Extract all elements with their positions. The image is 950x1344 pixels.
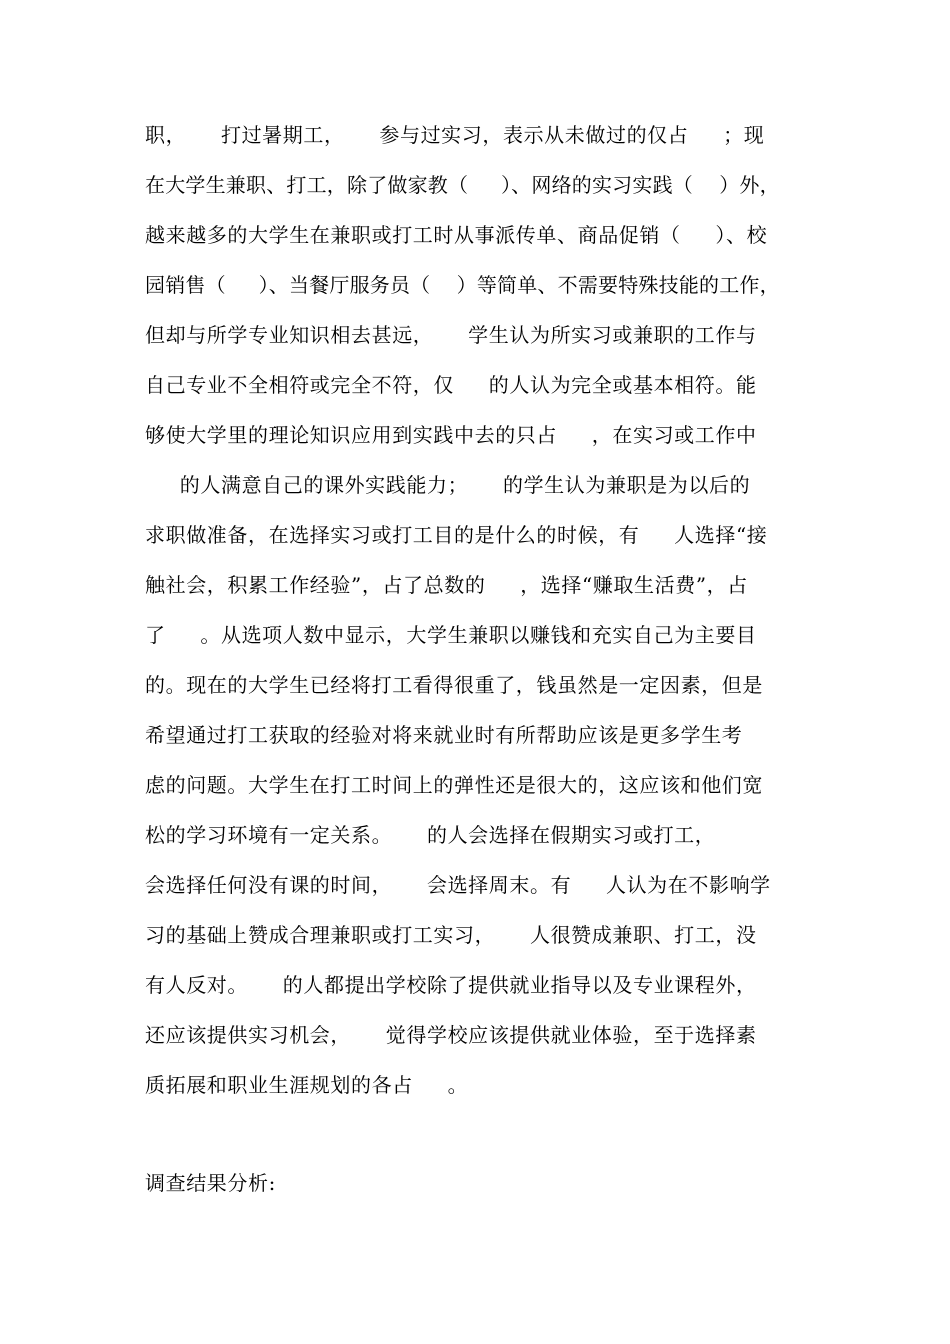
text-line-14: 虑的问题。大学生在打工时间上的弹性还是很大的，这应该和他们宽: [145, 773, 763, 797]
text-line-9: 求职做准备，在选择实习或打工目的是什么的时候，有 人选择“接: [145, 523, 768, 547]
text-line-13: 希望通过打工获取的经验对将来就业时有所帮助应该是更多学生考: [145, 723, 743, 747]
text-line-16: 会选择任何没有课的时间， 会选择周末。有 人认为在不影响学: [145, 873, 771, 897]
text-line-3: 越来越多的大学生在兼职或打工时从事派传单、商品促销（ ）、校: [145, 223, 768, 247]
text-line-1: 职， 打过暑期工， 参与过实习，表示从未做过的仅占 ；现: [145, 123, 765, 147]
text-line-4: 园销售（ ）、当餐厅服务员（ ）等简单、不需要特殊技能的工作，: [145, 273, 780, 297]
body-paragraph: [145, 117, 810, 1117]
section-heading: 调查结果分析:: [145, 1171, 276, 1195]
text-line-5: 但却与所学专业知识相去甚远， 学生认为所实习或兼职的工作与: [145, 323, 757, 347]
text-line-18: 有人反对。 的人都提出学校除了提供就业指导以及专业课程外，: [145, 973, 757, 997]
text-line-19: 还应该提供实习机会， 觉得学校应该提供就业体验，至于选择素: [145, 1023, 757, 1047]
text-line-10: 触社会，积累工作经验”，占了总数的 ，选择“赚取生活费”，占: [145, 573, 748, 597]
text-line-6: 自己专业不全相符或完全不符，仅 的人认为完全或基本相符。能: [145, 373, 757, 397]
text-line-8: 的人满意自己的课外实践能力； 的学生认为兼职是为以后的: [145, 473, 751, 497]
text-line-15: 松的学习环境有一定关系。 的人会选择在假期实习或打工，: [145, 823, 716, 847]
text-line-7: 够使大学里的理论知识应用到实践中去的只占 ，在实习或工作中: [145, 423, 757, 447]
text-line-17: 习的基础上赞成合理兼职或打工实习， 人很赞成兼职、打工，没: [145, 923, 757, 947]
text-line-11: 了 。从选项人数中显示，大学生兼职以赚钱和充实自己为主要目: [145, 623, 757, 647]
text-line-20: 质拓展和职业生涯规划的各占 。: [145, 1073, 469, 1097]
text-line-2: 在大学生兼职、打工，除了做家教（ ）、网络的实习实践（ ）外，: [145, 173, 780, 197]
text-line-12: 的。现在的大学生已经将打工看得很重了，钱虽然是一定因素，但是: [145, 673, 763, 697]
